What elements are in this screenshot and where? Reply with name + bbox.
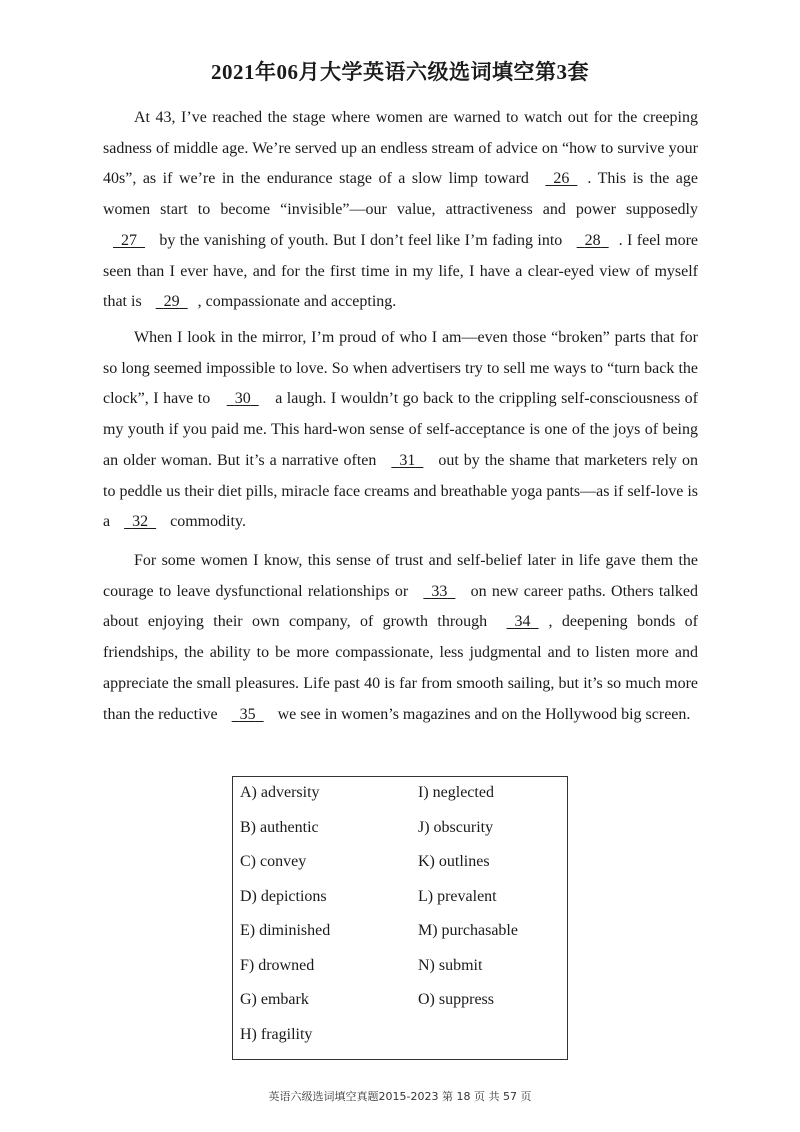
option-d[interactable]: D) depictions bbox=[240, 888, 327, 905]
option-c[interactable]: C) convey bbox=[240, 853, 307, 870]
blank-33[interactable]: 33 bbox=[431, 582, 448, 600]
blank-31[interactable]: 31 bbox=[399, 451, 416, 469]
paragraph-text: we see in women’s magazines and on the Hollywood big screen. bbox=[273, 705, 691, 723]
option-h[interactable]: H) fragility bbox=[240, 1026, 313, 1043]
paragraph-text: a laugh. I wouldn’t go back to the crippling self-consciousness of my youth if you paid me. This hard-won sense of self-acceptance is one of the joys of being an older woman. But it’s a narrative often bbox=[103, 390, 698, 469]
option-k[interactable]: K) outlines bbox=[418, 853, 490, 870]
option-m[interactable]: M) purchasable bbox=[418, 922, 518, 939]
page-title: 2021年06月大学英语六级选词填空第3套 bbox=[211, 60, 589, 84]
paragraph-1 bbox=[103, 103, 698, 318]
blank-34[interactable]: 34 bbox=[514, 613, 531, 631]
paragraph-text: by the vanishing of youth. But I don’t feel like I’m fading into bbox=[155, 231, 567, 249]
paragraph-text: on new career paths. Others talked about enjoying their own company, of growth through bbox=[103, 582, 699, 631]
page-footer: 英语六级选词填空真题2015-2023 第 18 页 共 57 页 bbox=[268, 1090, 532, 1103]
option-a[interactable]: A) adversity bbox=[240, 784, 320, 801]
paragraph-text: , compassionate and accepting. bbox=[197, 293, 397, 311]
word-bank bbox=[232, 776, 568, 1060]
paragraph-3 bbox=[103, 546, 698, 730]
blank-32[interactable]: 32 bbox=[132, 513, 149, 531]
option-f[interactable]: F) drowned bbox=[240, 957, 315, 974]
paragraph-text: . This is the age women start to become “invisible”—our value, attractiveness and power supposedly bbox=[103, 170, 698, 219]
paragraph-text: At 43, I’ve reached the stage where women are warned to watch out for the creeping sadness of middle age. We’re served up an endless stream of advice on “how to survive your 40s”, as if we’re in the endurance stage of a slow limp toward bbox=[103, 109, 698, 188]
blank-26[interactable]: 26 bbox=[553, 170, 570, 188]
option-o[interactable]: O) suppress bbox=[418, 991, 494, 1008]
paragraph-text: When I look in the mirror, I’m proud of who I am—even those “broken” parts that for so long seemed impossible to love. So when advertisers try to sell me ways to “turn back the clock”, I have to bbox=[103, 329, 698, 408]
blank-29[interactable]: 29 bbox=[163, 293, 180, 311]
option-b[interactable]: B) authentic bbox=[240, 819, 319, 836]
blank-35[interactable]: 35 bbox=[239, 705, 256, 723]
option-n[interactable]: N) submit bbox=[418, 957, 483, 974]
blank-28[interactable]: 28 bbox=[584, 231, 601, 249]
option-j[interactable]: J) obscurity bbox=[418, 819, 494, 836]
paragraph-2 bbox=[103, 323, 698, 538]
option-i[interactable]: I) neglected bbox=[418, 784, 494, 801]
paragraph-text: commodity. bbox=[166, 513, 246, 531]
blank-30[interactable]: 30 bbox=[234, 390, 251, 408]
option-l[interactable]: L) prevalent bbox=[418, 888, 497, 905]
paragraph-text: , deepening bonds of friendships, the ability to be more compassionate, less judgmental and to listen more and appreciate the small pleasures. Life past 40 is far from smooth sailing, but it’s so much more than the reductive bbox=[103, 613, 699, 723]
paragraph-text: out by the shame that marketers rely on to peddle us their diet pills, miracle face creams and breathable yoga pants—as if self-love is a bbox=[103, 451, 698, 531]
blank-27[interactable]: 27 bbox=[121, 231, 137, 249]
paragraph-text: . I feel more seen than I ever have, and for the first time in my life, I have a clear-eyed view of myself that is bbox=[103, 231, 698, 311]
option-e[interactable]: E) diminished bbox=[240, 922, 331, 939]
paragraph-text: For some women I know, this sense of trust and self-belief later in life gave them the courage to leave dysfunctional relationships or bbox=[103, 552, 698, 600]
option-g[interactable]: G) embark bbox=[240, 991, 309, 1008]
